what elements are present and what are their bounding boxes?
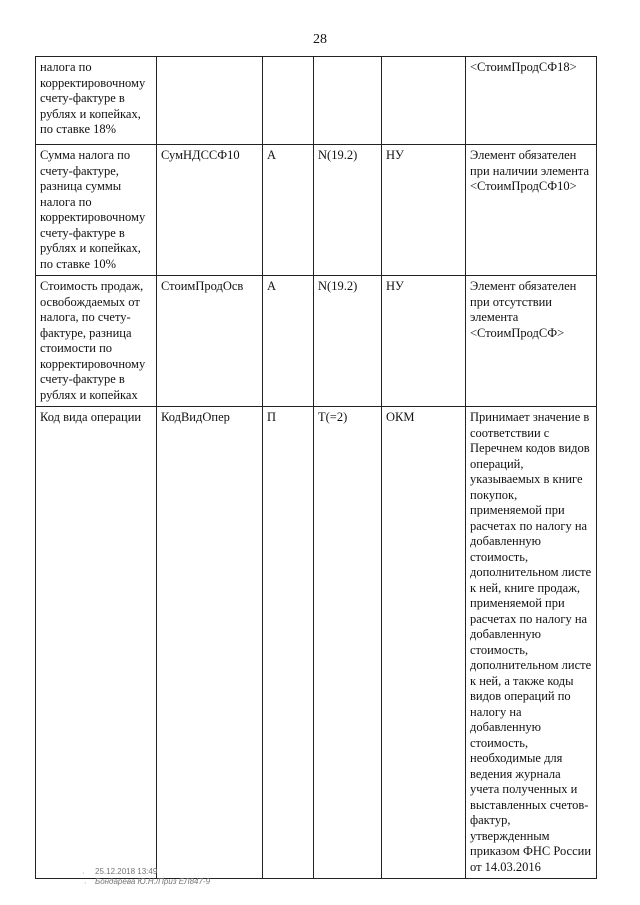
margin-mark: · — [82, 869, 85, 878]
cell-format: N(19.2) — [314, 276, 382, 407]
margin-mark: · — [84, 879, 87, 888]
footer-doc-ref: Бондарева Ю.Н./Приз ЕЛ847-9 — [95, 877, 211, 886]
cell-required: НУ — [382, 145, 466, 276]
cell-note: <СтоимПродСФ18> — [466, 57, 597, 145]
table-row — [36, 407, 597, 879]
footer-stamp — [95, 867, 210, 887]
cell-code — [157, 57, 263, 145]
table-row — [36, 57, 597, 145]
page-number: 28 — [313, 32, 327, 47]
table-row — [36, 145, 597, 276]
cell-name: Сумма налога по счету-фактуре, разница суммы налога по корректировочному счету-фактуре в рублях и копейках, по ставке 10% — [36, 145, 157, 276]
cell-format — [314, 57, 382, 145]
cell-format: N(19.2) — [314, 145, 382, 276]
cell-required: НУ — [382, 276, 466, 407]
cell-note: Принимает значение в соответствии с Перечнем кодов видов операций, указываемых в книге покупок, применяемой при расчетах по налогу на добавленную стоимость, дополнительном листе к ней, книге продаж, применяемой при расчетах по налогу на добавленную стоимость, дополнительном листе к ней, а также коды видов операций по налогу на добавленную стоимость, необходимые для ведения журнала учета полученных и выставленных счетов-фактур, утвержденным приказом ФНС России от 14.03.2016 — [466, 407, 597, 879]
cell-type: А — [263, 276, 314, 407]
cell-name: налога по корректировочному счету-фактуре в рублях и копейках, по ставке 18% — [36, 57, 157, 145]
cell-code: КодВидОпер — [157, 407, 263, 879]
cell-note: Элемент обязателен при отсутствии элемента <СтоимПродСФ> — [466, 276, 597, 407]
cell-code: СумНДССФ10 — [157, 145, 263, 276]
cell-type: П — [263, 407, 314, 879]
cell-required — [382, 57, 466, 145]
cell-code: СтоимПродОсв — [157, 276, 263, 407]
cell-name: Код вида операции — [36, 407, 157, 879]
cell-type — [263, 57, 314, 145]
table-row — [36, 276, 597, 407]
cell-required: ОКМ — [382, 407, 466, 879]
footer-timestamp: 25.12.2018 13:49 — [95, 867, 158, 876]
cell-name: Стоимость продаж, освобождаемых от налога, по счету-фактуре, разница стоимости по корректировочному счету-фактуре в рублях и копейках — [36, 276, 157, 407]
cell-type: А — [263, 145, 314, 276]
cell-format: T(=2) — [314, 407, 382, 879]
specification-table — [35, 56, 597, 879]
cell-note: Элемент обязателен при наличии элемента <СтоимПродСФ10> — [466, 145, 597, 276]
